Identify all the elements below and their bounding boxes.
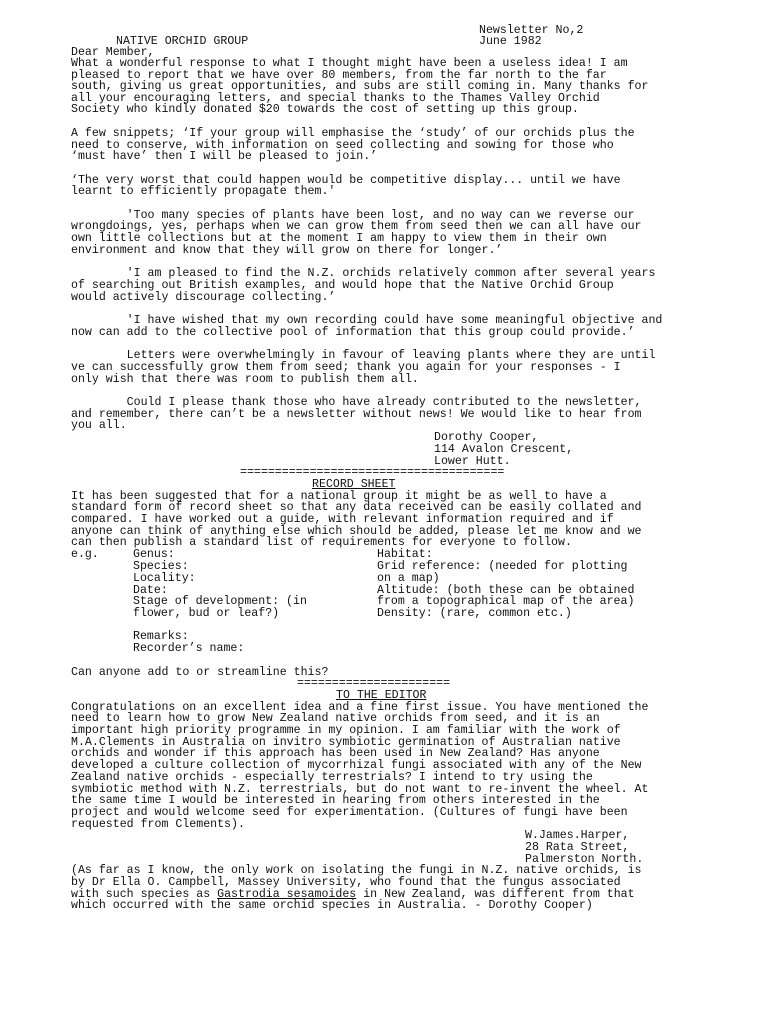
editor-note-line: (As far as I know, the only work on isolating the fungi in N.Z. native orchids, is [71, 864, 642, 877]
editor-line: Zealand native orchids - especially terrestrials? I intend to try using the [71, 771, 593, 784]
letter-line: south, giving us great opportunities, and subs are still coming in. Many thanks for [71, 80, 649, 93]
letter-line: environment and know that they will grow on there for longer.’ [71, 244, 503, 257]
letter-line: would actively discourage collecting.’ [71, 291, 336, 304]
letter-line: only wish that there was room to publish them all. [71, 373, 419, 386]
letter-line: need to conserve, with information on seed collecting and sowing for those who [71, 139, 614, 152]
record-field: Recorder’s name: [133, 642, 245, 655]
editor-note-line: by Dr Ella O. Campbell, Massey University, who found that the fungus associated [71, 876, 621, 889]
editor-line: Congratulations on an excellent idea and a fine first issue. You have mentioned the [71, 701, 649, 714]
letter-line: now can add to the collective pool of information that this group could provide.’ [71, 326, 635, 339]
editor-note-line: which occurred with the same orchid species in Australia. - Dorothy Cooper) [71, 899, 593, 912]
section-divider: ====================== [297, 677, 451, 690]
letter-line: A few snippets; ‘If your group will emphasise the ‘study’ of our orchids plus the [71, 127, 635, 140]
record-field: from a topographical map of the area) [377, 595, 635, 608]
letter-line: ve can successfully grow them from seed; thank you again for your responses - I [71, 361, 621, 374]
editor-signature-line: Palmerston North. [525, 853, 644, 866]
letter-line: ‘The very worst that could happen would be competitive display... until we have [71, 174, 621, 187]
newsletter-number: Newsletter No,2 [479, 24, 584, 37]
editor-line: need to learn how to grow New Zealand native orchids from seed, and it is an [71, 712, 600, 725]
letter-line: Society who kindly donated $20 towards the cost of setting up this group. [71, 103, 579, 116]
section-divider: ====================================== [240, 466, 505, 479]
greeting: Dear Member, [71, 46, 155, 59]
letter-line: 'I am pleased to find the N.Z. orchids relatively common after several years [71, 267, 656, 280]
editor-line: developed a culture collection of mycorrhizal fungi associated with any of the New [71, 759, 642, 772]
editor-signature-line: 28 Rata Street, [525, 841, 630, 854]
letter-line: you all. [71, 419, 127, 432]
editor-line: M.A.Clements in Australia on invitro symbiotic germination of Australian native [71, 736, 621, 749]
letter-line: own little collections but at the moment I am happy to view them in their own [71, 232, 607, 245]
record-intro-line: can then publish a standard list of requirements for everyone to follow. [71, 536, 572, 549]
letter-line: 'I have wished that my own recording could have some meaningful objective and [71, 314, 663, 327]
record-field: Density: (rare, common etc.) [377, 607, 572, 620]
record-intro-line: It has been suggested that for a national group it might be as well to have a [71, 490, 607, 503]
letter-line: all your encouraging letters, and special thanks to the Thames Valley Orchid [71, 92, 600, 105]
record-field: Altitude: (both these can be obtained [377, 584, 635, 597]
record-field: flower, bud or leaf?) [133, 607, 280, 620]
letter-line: pleased to report that we have over 80 members, from the far north to the far [71, 69, 607, 82]
record-closing: Can anyone add to or streamline this? [71, 666, 329, 679]
letter-line: and remember, there can’t be a newsletter without news! We would like to hear from [71, 408, 642, 421]
record-field: Stage of development: (in [133, 595, 307, 608]
note-text: with such species as [71, 888, 218, 901]
letter-line: ‘must have’ then I will be pleased to join.’ [71, 150, 378, 163]
editor-line: requested from Clements). [71, 818, 245, 831]
letter-line: 'Too many species of plants have been lost, and no way can we reverse our [71, 209, 635, 222]
record-field: Locality: [133, 572, 196, 585]
record-field: on a map) [377, 572, 440, 585]
record-field: Species: [133, 560, 189, 573]
species-name: Gastrodia sesamoides [217, 888, 357, 901]
group-name: NATIVE ORCHID GROUP [116, 35, 249, 48]
letter-line: wrongdoings, yes, perhaps when we can grow them from seed then we can all have our [71, 220, 642, 233]
record-field: Date: [133, 584, 168, 597]
editor-signature-line: W.James.Harper, [525, 829, 630, 842]
signature-line: 114 Avalon Crescent, [434, 443, 574, 456]
editor-line: important high priority programme in my opinion. I am familiar with the work of [71, 724, 621, 737]
signature-line: Lower Hutt. [434, 455, 511, 468]
record-field: Genus: [133, 548, 175, 561]
record-field: Grid reference: (needed for plotting [377, 560, 628, 573]
letter-line: of searching out British examples, and would hope that the Native Orchid Group [71, 279, 614, 292]
letter-line: Letters were overwhelmingly in favour of leaving plants where they are until [71, 349, 656, 362]
signature-line: Dorothy Cooper, [434, 431, 539, 444]
editor-line: orchids and wonder if this approach has been used in New Zealand? Has anyone [71, 747, 600, 760]
record-intro-line: standard form of record sheet so that any data received can be easily collated and [71, 501, 642, 514]
record-intro-line: anyone can think of anything else which should be added, please let me know and we [71, 525, 642, 538]
editor-line: symbiotic method with N.Z. terrestrials, but do not want to re-invent the wheel. At [71, 783, 649, 796]
letter-line: Could I please thank those who have already contributed to the newsletter, [71, 396, 642, 409]
example-label: e.g. [71, 548, 99, 561]
note-text: in New Zealand, was different from that [356, 888, 635, 901]
editor-heading: TO THE EDITOR [336, 689, 427, 702]
record-field: Remarks: [133, 630, 189, 643]
letter-line: What a wonderful response to what I thought might have been a useless idea! I am [71, 57, 628, 70]
letter-line: learnt to efficiently propagate them.' [71, 185, 336, 198]
record-sheet-heading: RECORD SHEET [312, 478, 396, 491]
editor-line: project and would welcome seed for experimentation. (Cultures of fungi have been [71, 806, 628, 819]
record-intro-line: compared. I have worked out a guide, with relevant information required and if [71, 513, 614, 526]
record-field: Habitat: [377, 548, 433, 561]
issue-date: June 1982 [479, 35, 542, 48]
editor-line: the same time I would be interested in hearing from others interested in the [71, 794, 600, 807]
